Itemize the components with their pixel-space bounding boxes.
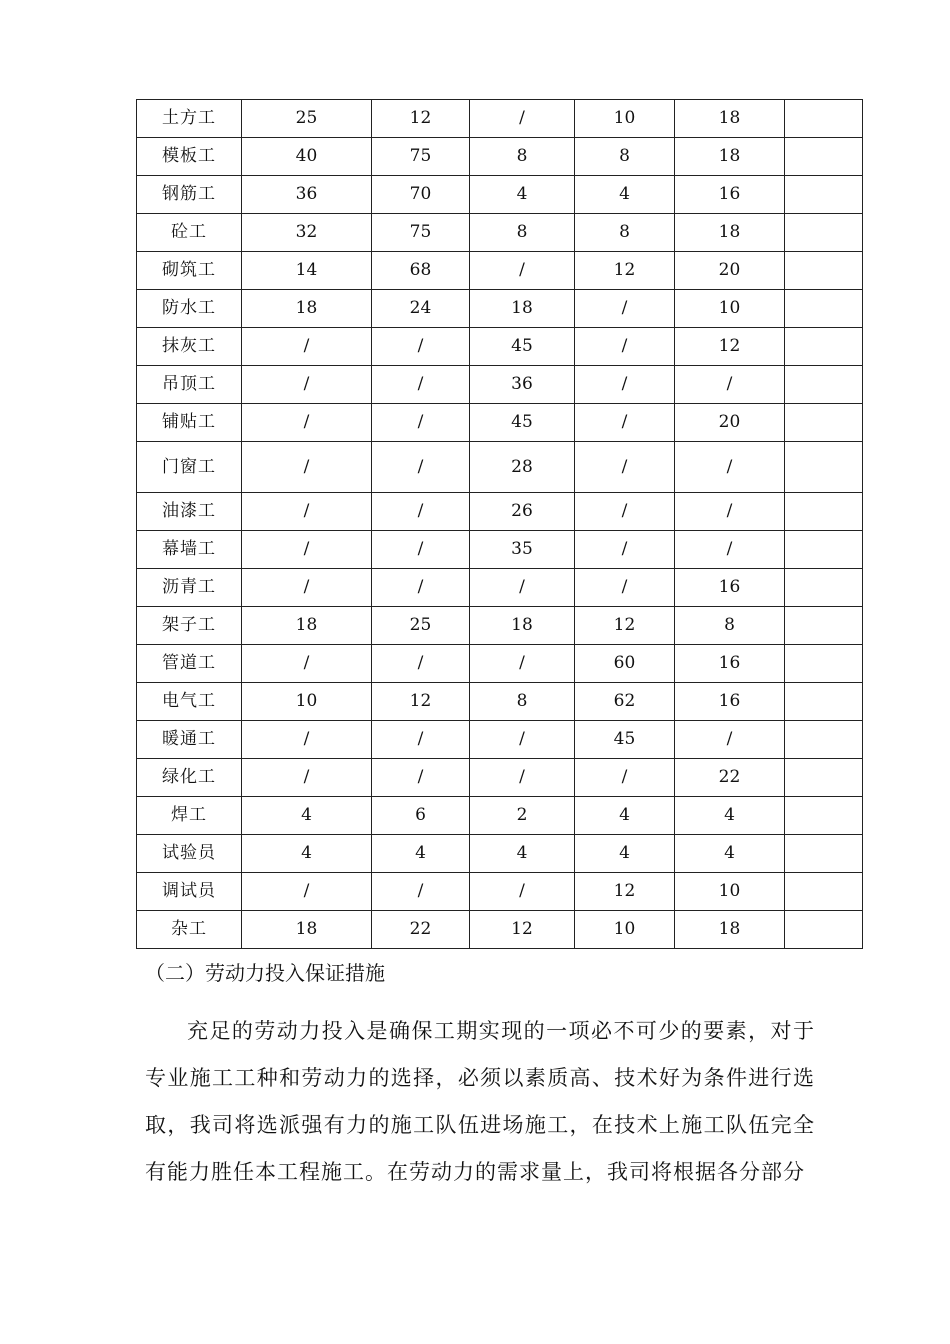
table-cell: / (470, 873, 575, 911)
table-row (137, 911, 863, 949)
table-cell: / (575, 290, 675, 328)
table-cell: 16 (675, 569, 785, 607)
table-cell: / (575, 328, 675, 366)
table-cell: 4 (242, 797, 372, 835)
table-cell: / (675, 442, 785, 493)
trade-name-cell: 电气工 (137, 683, 242, 721)
table-cell: / (575, 366, 675, 404)
table-cell (785, 328, 863, 366)
table-cell: / (470, 252, 575, 290)
table-cell: 8 (470, 214, 575, 252)
table-row (137, 176, 863, 214)
table-cell: 18 (242, 290, 372, 328)
table-row (137, 607, 863, 645)
table-cell (785, 759, 863, 797)
table-cell (785, 366, 863, 404)
trade-name-cell: 焊工 (137, 797, 242, 835)
table-cell: / (372, 328, 470, 366)
table-cell (785, 721, 863, 759)
trade-name-cell: 门窗工 (137, 442, 242, 493)
table-cell: 4 (575, 176, 675, 214)
table-cell: 4 (470, 176, 575, 214)
trade-name-cell: 杂工 (137, 911, 242, 949)
table-row (137, 835, 863, 873)
table-cell (785, 100, 863, 138)
table-cell: 12 (575, 607, 675, 645)
trade-name-cell: 幕墙工 (137, 531, 242, 569)
table-cell (785, 531, 863, 569)
table-cell: / (372, 366, 470, 404)
table-cell: / (675, 531, 785, 569)
table-cell: / (242, 531, 372, 569)
table-cell: / (470, 759, 575, 797)
table-row (137, 569, 863, 607)
table-cell: / (242, 328, 372, 366)
table-cell: / (470, 645, 575, 683)
table-row (137, 442, 863, 493)
table-cell: 18 (675, 911, 785, 949)
table-cell: 18 (675, 138, 785, 176)
table-cell: / (675, 721, 785, 759)
trade-name-cell: 抹灰工 (137, 328, 242, 366)
table-cell: 10 (575, 100, 675, 138)
trade-name-cell: 砼工 (137, 214, 242, 252)
table-cell: 18 (242, 607, 372, 645)
table-cell: / (372, 721, 470, 759)
table-row (137, 873, 863, 911)
table-cell: / (675, 493, 785, 531)
table-cell: / (242, 645, 372, 683)
table-cell (785, 835, 863, 873)
trade-name-cell: 吊顶工 (137, 366, 242, 404)
table-cell (785, 404, 863, 442)
table-row (137, 138, 863, 176)
table-cell: 20 (675, 404, 785, 442)
table-cell: 6 (372, 797, 470, 835)
table-cell: / (242, 569, 372, 607)
table-cell: 16 (675, 176, 785, 214)
table-cell: 18 (675, 214, 785, 252)
table-row (137, 493, 863, 531)
trade-name-cell: 架子工 (137, 607, 242, 645)
table-cell: 4 (470, 835, 575, 873)
table-cell: 25 (372, 607, 470, 645)
table-row (137, 721, 863, 759)
table-cell (785, 569, 863, 607)
table-row (137, 797, 863, 835)
table-cell: / (575, 404, 675, 442)
table-cell: / (372, 404, 470, 442)
table-cell (785, 442, 863, 493)
table-cell: 18 (242, 911, 372, 949)
table-cell: 8 (470, 683, 575, 721)
table-cell (785, 873, 863, 911)
table-cell: 14 (242, 252, 372, 290)
trade-name-cell: 钢筋工 (137, 176, 242, 214)
trade-name-cell: 沥青工 (137, 569, 242, 607)
table-cell: / (372, 531, 470, 569)
table-cell: 62 (575, 683, 675, 721)
table-cell: 12 (470, 911, 575, 949)
table-cell: / (242, 759, 372, 797)
table-cell: 4 (675, 835, 785, 873)
body-paragraph: 充足的劳动力投入是确保工期实现的一项必不可少的要素，对于专业施工工种和劳动力的选择，必须以素质高、技术好为条件进行选取，我司将选派强有力的施工队伍进场施工，在技术上施工队伍完全有能力胜任本工程施工。在劳动力的需求量上，我司将根据各分部分 (145, 1019, 815, 1184)
trade-name-cell: 铺贴工 (137, 404, 242, 442)
table-body (137, 100, 863, 949)
table-cell (785, 252, 863, 290)
table-cell: / (242, 366, 372, 404)
trade-name-cell: 土方工 (137, 100, 242, 138)
trade-name-cell: 绿化工 (137, 759, 242, 797)
table-cell (785, 138, 863, 176)
table-cell (785, 176, 863, 214)
table-cell: / (372, 873, 470, 911)
table-cell: 16 (675, 683, 785, 721)
table-cell: / (372, 645, 470, 683)
table-cell (785, 911, 863, 949)
table-cell: 2 (470, 797, 575, 835)
table-cell: / (372, 493, 470, 531)
table-cell: 22 (675, 759, 785, 797)
trade-name-cell: 模板工 (137, 138, 242, 176)
trade-name-cell: 暖通工 (137, 721, 242, 759)
trade-name-cell: 试验员 (137, 835, 242, 873)
table-cell: 8 (675, 607, 785, 645)
table-cell: 45 (575, 721, 675, 759)
table-cell: 12 (372, 683, 470, 721)
table-cell: 70 (372, 176, 470, 214)
section-heading: （二）劳动力投入保证措施 (145, 961, 385, 985)
table-cell: 12 (675, 328, 785, 366)
table-row (137, 214, 863, 252)
table-cell: / (575, 531, 675, 569)
table-cell: 18 (675, 100, 785, 138)
table-cell: 22 (372, 911, 470, 949)
table-cell: / (242, 442, 372, 493)
table-row (137, 252, 863, 290)
table-cell: 8 (575, 214, 675, 252)
table-cell: / (242, 873, 372, 911)
trade-name-cell: 油漆工 (137, 493, 242, 531)
table-row (137, 100, 863, 138)
table-cell: / (372, 759, 470, 797)
table-cell: / (470, 721, 575, 759)
table-cell (785, 797, 863, 835)
table-cell: 10 (242, 683, 372, 721)
table-cell: 18 (470, 290, 575, 328)
table-cell: 4 (575, 797, 675, 835)
table-cell: 16 (675, 645, 785, 683)
table-row (137, 531, 863, 569)
table-cell (785, 683, 863, 721)
table-cell: 10 (675, 873, 785, 911)
trade-name-cell: 防水工 (137, 290, 242, 328)
table-cell (785, 290, 863, 328)
table-cell: 75 (372, 214, 470, 252)
table-cell: 8 (575, 138, 675, 176)
labor-allocation-table (136, 99, 863, 949)
table-cell: 75 (372, 138, 470, 176)
table-cell: / (242, 404, 372, 442)
table-row (137, 645, 863, 683)
table-cell: / (470, 100, 575, 138)
table-cell: / (575, 442, 675, 493)
table-cell: 45 (470, 404, 575, 442)
table-cell (785, 645, 863, 683)
table-cell: 12 (575, 873, 675, 911)
table-row (137, 366, 863, 404)
table-cell: 4 (575, 835, 675, 873)
table-cell: 4 (675, 797, 785, 835)
table-row (137, 759, 863, 797)
table-cell: 12 (372, 100, 470, 138)
table-cell: 26 (470, 493, 575, 531)
table-cell: 8 (470, 138, 575, 176)
table-row (137, 683, 863, 721)
table-cell: 35 (470, 531, 575, 569)
table-row (137, 290, 863, 328)
trade-name-cell: 砌筑工 (137, 252, 242, 290)
table-cell: 60 (575, 645, 675, 683)
table-cell: 12 (575, 252, 675, 290)
table-cell: / (242, 493, 372, 531)
table-row (137, 328, 863, 366)
table-cell: 24 (372, 290, 470, 328)
table-cell (785, 607, 863, 645)
table-cell (785, 493, 863, 531)
table-cell: 20 (675, 252, 785, 290)
table-cell: 68 (372, 252, 470, 290)
table-cell: / (675, 366, 785, 404)
trade-name-cell: 管道工 (137, 645, 242, 683)
table-cell: / (372, 569, 470, 607)
table-cell: / (242, 721, 372, 759)
table-cell: / (575, 493, 675, 531)
table-cell: 25 (242, 100, 372, 138)
table-cell: 28 (470, 442, 575, 493)
table-cell: / (470, 569, 575, 607)
table-cell: 32 (242, 214, 372, 252)
table-cell: 18 (470, 607, 575, 645)
table-cell: / (575, 759, 675, 797)
table-cell: 36 (242, 176, 372, 214)
table-cell: 36 (470, 366, 575, 404)
table-cell: 10 (675, 290, 785, 328)
table-row (137, 404, 863, 442)
table-cell: 45 (470, 328, 575, 366)
table-cell: / (372, 442, 470, 493)
table-cell: / (575, 569, 675, 607)
table-cell: 4 (372, 835, 470, 873)
table-cell: 40 (242, 138, 372, 176)
trade-name-cell: 调试员 (137, 873, 242, 911)
table-cell: 4 (242, 835, 372, 873)
table-cell: 10 (575, 911, 675, 949)
table-cell (785, 214, 863, 252)
